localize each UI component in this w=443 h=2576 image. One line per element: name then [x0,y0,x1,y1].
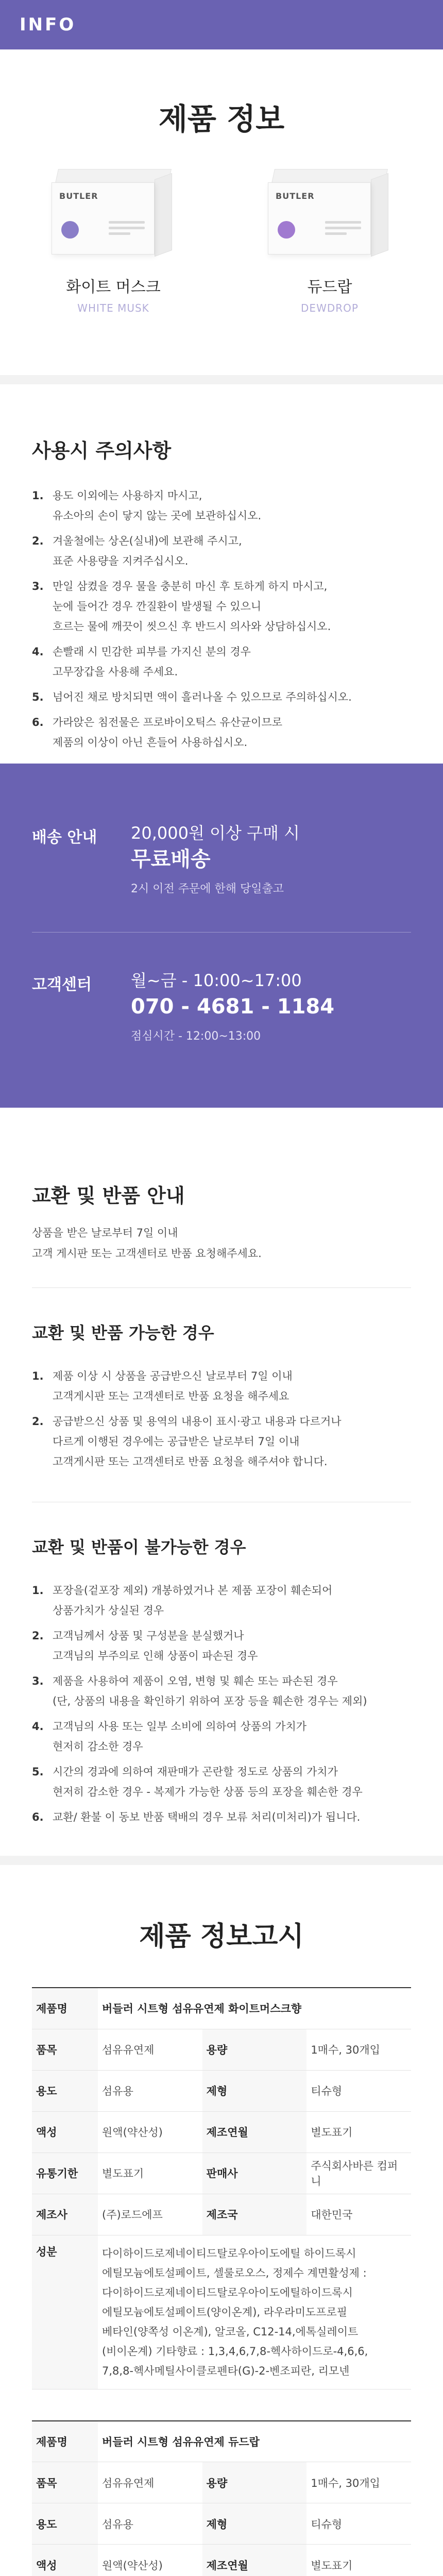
shipping-same-day: 2시 이전 주문에 한해 당일출고 [131,883,284,895]
exchange-possible-title: 교환 및 반품 가능한 경우 [32,1323,214,1343]
product-box-image [268,169,391,257]
table-row: 성분 다이하이드로제네이티드탈로우아이도에틸 하이드록시 에틸모늄에토설페이트, 셀룰로오스, 정제수 계면활성제 : 다이하이드로제네이티드탈로우아이도에틸하이드록시 에틸모늄에토설페이트(양이온계), 라우라미도프로필 베타인(양쪽성 이온계), 알코올, C12-14,에톡실레이트 (비이온계) 기타향료 : 1,3,4,6,7,8-헥사하이드로-4,6,6, 7,8,8-헥사메틸사이클로펜타(G)-2-벤조피란, 리모넨 [32,2235,411,2389]
table-row: 품목 섬유유연제 용량 1매수, 30개입 [32,2029,411,2070]
box-color-dot [61,221,79,239]
customer-lunch: 점심시간 - 12:00~13:00 [131,1030,261,1043]
list-item: 3. 만일 삼켰을 경우 물을 충분히 마신 후 토하게 하지 마시고, 눈에 들어간 경우 깐질환이 발생될 수 있으니 흐르는 물에 깨끗이 씻으신 후 반드시 의사와 상담하십시오. [32,580,331,633]
product-card-dewdrop[interactable] [263,169,397,314]
product-card-white-musk[interactable] [46,169,180,314]
product-notice-section [0,1865,443,2576]
box-brand-label: BUTLER [276,191,315,201]
list-item: 3. 제품을 사용하여 제품이 오염, 변형 및 훼손 또는 파손된 경우 (단, 상품의 내용을 확인하기 위하여 포장 등을 훼손한 경우는 제외) [32,1675,367,1707]
list-item: 4. 고객님의 사용 또는 일부 소비에 의하여 상품의 가치가 현저히 감소한 경우 [32,1720,307,1753]
table-row: 제품명 버들러 시트형 섬유유연제 듀드랍 [32,2421,411,2462]
exchange-title: 교환 및 반품 안내 [32,1184,185,1207]
product-info-title: 제품 정보 [158,101,285,137]
info-label: INFO [20,14,76,35]
list-item: 1. 제품 이상 시 상품을 공급받으신 날로부터 7일 이내 고객게시판 또는 고객센터로 반품 요청을 해주세요 [32,1370,293,1402]
precautions-list [32,486,411,753]
table-row: 용도 섬유용 제형 티슈형 [32,2070,411,2111]
product-name-en: DEWDROP [301,302,359,314]
shipping-info [32,821,411,896]
exchange-possible-list [32,1366,411,1472]
product-notice-table-white-musk [32,1987,411,2389]
exchange-impossible-list [32,1581,411,1827]
table-row: 액성 원액(약산성) 제조연월 별도표기 [32,2545,411,2576]
table-row: 품목 섬유유연제 용량 1매수, 30개입 [32,2462,411,2503]
product-name-en: WHITE MUSK [77,302,149,314]
list-item: 1. 용도 이외에는 사용하지 마시고, 유소아의 손이 닿지 않는 곳에 보관하십시오. [32,489,262,522]
table-row: 제조사 (주)로드에프 제조국 대한민국 [32,2194,411,2235]
shipping-label: 배송 안내 [32,828,97,846]
product-notice-title: 제품 정보고시 [139,1921,304,1952]
product-notice-table-dewdrop [32,2420,411,2576]
box-brand-label: BUTLER [59,191,98,201]
list-item: 5. 넘어진 채로 방치되면 액이 흘러나올 수 있으므로 주의하십시오. [32,691,352,703]
product-name: 화이트 머스크 [66,278,161,296]
table-row: 제품명 버들러 시트형 섬유유연제 화이트머스크향 [32,1988,411,2029]
exchange-impossible-title: 교환 및 반품이 불가능한 경우 [32,1537,246,1557]
exchange-description: 상품을 받은 날로부터 7일 이내 고객 게시판 또는 고객센터로 반품 요청해주세요. [32,1227,262,1260]
list-item: 1. 포장을(겉포장 제외) 개봉하였거나 본 제품 포장이 훼손되어 상품가치가 상실된 경우 [32,1584,333,1617]
customer-center-label: 고객센터 [32,976,92,994]
box-color-dot [278,221,295,239]
list-item: 6. 교환/ 환불 이 동보 반품 택배의 경우 보류 처리(미처리)가 됩니다. [32,1811,361,1823]
product-info-section [0,49,443,375]
customer-center-info [32,969,411,1043]
precautions-section [0,384,443,764]
customer-hours: 월~금 - 10:00~17:00 [131,971,302,990]
list-item: 5. 시간의 경과에 의하여 재판매가 곤란할 정도로 상품의 가치가 현저히 감소한 경우 - 복제가 가능한 상품 등의 포장을 훼손한 경우 [32,1766,363,1798]
list-item: 4. 손빨래 시 민감한 피부를 가지신 분의 경우 고무장갑을 사용해 주세요. [32,646,251,678]
info-header-bar [0,0,443,49]
product-name: 듀드랍 [307,278,352,296]
product-box-image [52,169,175,257]
shipping-customer-block [0,764,443,1108]
table-row: 용도 섬유용 제형 티슈형 [32,2503,411,2545]
customer-phone[interactable]: 070 - 4681 - 1184 [131,995,335,1019]
list-item: 2. 고객님께서 상품 및 구성분을 분실했거나 고객님의 부주의로 인해 상품이 파손된 경우 [32,1630,258,1662]
list-item: 2. 겨울철에는 상온(실내)에 보관해 주시고, 표준 사용량을 지켜주십시오. [32,535,242,567]
product-list [0,169,443,314]
exchange-return-section [0,1108,443,1856]
list-item: 6. 가라앉은 침전물은 프로바이오틱스 유산균이므로 제품의 이상이 아닌 흔들어 사용하십시오. [32,716,283,749]
shipping-free: 무료배송 [131,848,211,871]
precautions-title: 사용시 주의사항 [32,439,172,462]
table-row: 유통기한 별도표기 판매사 주식회사바른 컴퍼니 [32,2153,411,2194]
shipping-condition: 20,000원 이상 구매 시 [131,823,300,843]
section-divider [0,1856,443,1865]
table-row: 액성 원액(약산성) 제조연월 별도표기 [32,2111,411,2153]
section-divider [0,375,443,384]
list-item: 2. 공급받으신 상품 및 용역의 내용이 표시·광고 내용과 다르거나 다르게 이행된 경우에는 공급받은 날로부터 7일 이내 고객게시판 또는 고객센터로 반품 요청을 해주셔야 합니다. [32,1415,342,1468]
